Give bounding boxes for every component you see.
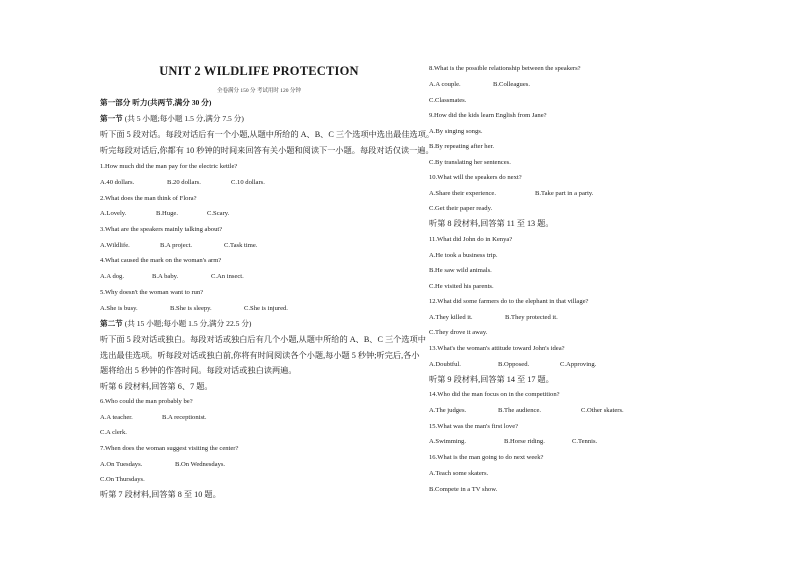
- option-a: A.Doubtful.: [429, 361, 461, 368]
- question-9: 9.How did the kids learn English from Jane?: [429, 112, 547, 119]
- section2-instruction-line1: 听下面 5 段对话或独白。每段对话或独白后有几个小题,从题中所给的 A、B、C 三个选项中: [100, 335, 426, 344]
- option-a: A.Swimming.: [429, 438, 467, 445]
- question-15: 15.What was the man's first love?: [429, 423, 519, 430]
- question-4: 4.What caused the mark on the woman's arm?: [100, 257, 222, 264]
- section2-heading: 第二节 (共 15 小题;每小题 1.5 分,满分 22.5 分): [100, 319, 252, 328]
- question-10: 10.What will the speakers do next?: [429, 174, 522, 181]
- section1-heading: 第一节 (共 5 小题;每小题 1.5 分,满分 7.5 分): [100, 114, 244, 123]
- option-c: C.Approving.: [560, 361, 597, 368]
- option-c: C.An insect.: [211, 273, 244, 280]
- option-c: C.Scary.: [207, 210, 230, 217]
- option-a: A.40 dollars.: [100, 179, 135, 186]
- question-16-option-a: A.Teach some skaters.: [429, 470, 489, 477]
- option-a: A.They killed it.: [429, 314, 473, 321]
- option-b: B.They protected it.: [505, 314, 558, 321]
- question-16-option-b: B.Compete in a TV show.: [429, 486, 498, 493]
- question-9-option-b: B.By repeating after her.: [429, 143, 494, 150]
- text8-instruction: 听第 8 段材料,回答第 11 至 13 题。: [429, 219, 554, 228]
- option-c: C.Other skaters.: [581, 407, 624, 414]
- option-a: A.Lovely.: [100, 210, 127, 217]
- question-9-option-a: A.By singing songs.: [429, 128, 483, 135]
- question-7: 7.When does the woman suggest visiting the center?: [100, 445, 239, 452]
- question-5: 5.Why doesn't the woman want to run?: [100, 289, 204, 296]
- question-11-option-c: C.He visited his parents.: [429, 283, 494, 290]
- option-a: A.A dog.: [100, 273, 124, 280]
- option-b: B.She is sleepy.: [170, 305, 212, 312]
- question-14: 14.Who did the man focus on in the competition?: [429, 391, 560, 398]
- option-b: B.A baby.: [152, 273, 179, 280]
- option-b: B.A receptionist.: [162, 414, 207, 421]
- question-2: 2.What does the man think of Flora?: [100, 195, 197, 202]
- section2-instruction-line3: 题将给出 5 秒钟的作答时间。每段对话或独白读两遍。: [100, 366, 297, 375]
- page-subtitle: 全卷满分 150 分 考试用时 120 分钟: [217, 88, 301, 94]
- question-6: 6.Who could the man probably be?: [100, 398, 193, 405]
- option-b: B.On Wednesdays.: [175, 461, 226, 468]
- option-b: B.A project.: [160, 242, 193, 249]
- option-a: A.On Tuesdays.: [100, 461, 143, 468]
- option-a: A.A couple.: [429, 81, 461, 88]
- option-c: C.Task time.: [224, 242, 258, 249]
- option-a: A.Wildlife.: [100, 242, 130, 249]
- question-8-option-c: C.Classmates.: [429, 97, 467, 104]
- text6-instruction: 听第 6 段材料,回答第 6、7 题。: [100, 382, 213, 391]
- option-a: A.She is busy.: [100, 305, 138, 312]
- option-c: C.10 dollars.: [231, 179, 265, 186]
- option-b: B.The audience.: [498, 407, 542, 414]
- question-10-option-c: C.Get their paper ready.: [429, 205, 493, 212]
- text7-instruction: 听第 7 段材料,回答第 8 至 10 题。: [100, 490, 221, 499]
- option-b: B.Opposed.: [498, 361, 530, 368]
- option-a: A.A teacher.: [100, 414, 133, 421]
- section1-instruction-line1: 听下面 5 段对话。每段对话后有一个小题,从题中所给的 A、B、C 三个选项中选出最佳选项。: [100, 130, 435, 139]
- option-b: B.Take part in a party.: [535, 190, 594, 197]
- option-a: A.Share their experience.: [429, 190, 497, 197]
- question-11-option-a: A.He took a business trip.: [429, 252, 498, 259]
- option-b: B.Horse riding.: [504, 438, 545, 445]
- option-b: B.Colleagues.: [493, 81, 530, 88]
- question-11: 11.What did John do in Kenya?: [429, 236, 513, 243]
- option-c: C.She is injured.: [244, 305, 288, 312]
- section1-instruction-line2: 听完每段对话后,你都有 10 秒钟的时间来回答有关小题和阅读下一小题。每段对话仅读一遍。: [100, 146, 434, 155]
- text9-instruction: 听第 9 段材料,回答第 14 至 17 题。: [429, 375, 554, 384]
- question-7-option-c: C.On Thursdays.: [100, 476, 145, 483]
- question-6-option-c: C.A clerk.: [100, 429, 127, 436]
- option-c: C.Tennis.: [572, 438, 598, 445]
- question-11-option-b: B.He saw wild animals.: [429, 267, 492, 274]
- page-title: UNIT 2 WILDLIFE PROTECTION: [159, 64, 359, 78]
- option-b: B.20 dollars.: [167, 179, 201, 186]
- option-a: A.The judges.: [429, 407, 467, 414]
- question-13: 13.What's the woman's attitude toward John's idea?: [429, 345, 565, 352]
- question-1: 1.How much did the man pay for the electric kettle?: [100, 163, 238, 170]
- question-3: 3.What are the speakers mainly talking about?: [100, 226, 223, 233]
- question-12: 12.What did some farmers do to the elephant in that village?: [429, 298, 589, 305]
- question-9-option-c: C.By translating her sentences.: [429, 159, 511, 166]
- part1-heading: 第一部分 听力(共两节,满分 30 分): [100, 98, 212, 107]
- question-8: 8.What is the possible relationship between the speakers?: [429, 65, 581, 72]
- question-16: 16.What is the man going to do next week?: [429, 454, 544, 461]
- question-12-option-c: C.They drove it away.: [429, 329, 488, 336]
- option-b: B.Huge.: [156, 210, 178, 217]
- section2-instruction-line2: 选出最佳选项。听每段对话或独白前,你将有时间阅读各个小题,每小题 5 秒钟;听完后,各小: [100, 351, 420, 360]
